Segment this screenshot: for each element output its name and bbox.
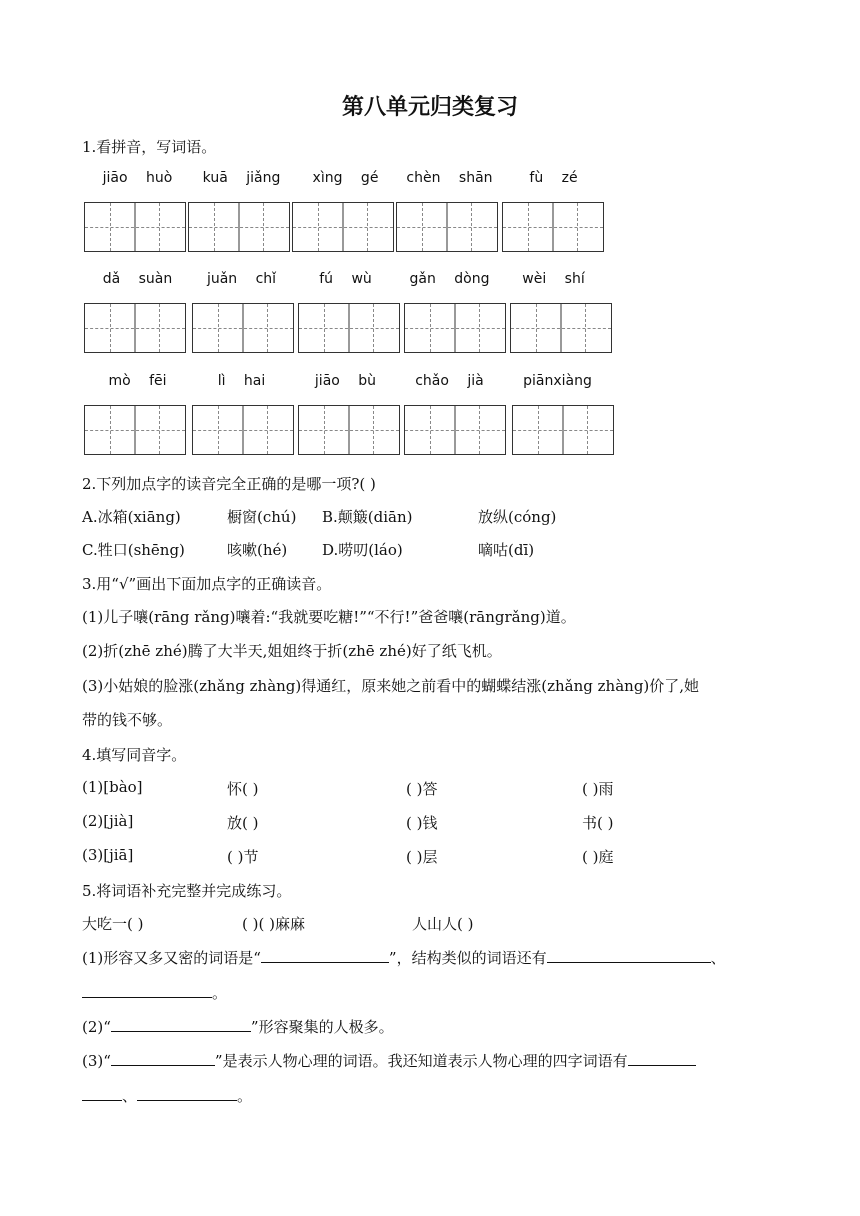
pinyin: piānxiàng [523, 373, 592, 389]
pinyin-label: (1)[bào] [82, 778, 143, 796]
pinyin: fù zé [529, 170, 578, 186]
q5-text: ”是表示人物心理的词语。我还知道表示人物心理的四字词语有 [214, 1052, 628, 1070]
q5-text: 。 [237, 1087, 253, 1105]
q5-text: (2)“ [82, 1018, 111, 1036]
q5-text: 、 [122, 1087, 138, 1105]
option-b-word1: B.颠簸(diān) [322, 508, 413, 526]
pinyin: chǎo jià [415, 373, 484, 389]
writing-box[interactable] [192, 405, 294, 455]
writing-box[interactable] [512, 405, 614, 455]
writing-box[interactable] [188, 202, 290, 252]
q5-text: (1)形容又多又密的词语是“ [82, 949, 261, 967]
pinyin: kuā jiǎng [202, 170, 281, 186]
q3-item-3: (3)小姑娘的脸涨(zhǎng zhàng)得通红，原来她之前看中的蝴蝶结涨(zhǎng zhàng)价了,她 [82, 677, 700, 695]
pinyin: lì hai [217, 373, 266, 389]
answer-line[interactable] [111, 1017, 251, 1032]
q5-text: ”形容聚集的人极多。 [250, 1018, 394, 1036]
option-b-word2: 放纵(cóng) [478, 508, 557, 526]
answer-line[interactable] [82, 983, 212, 998]
q5-text: (3)“ [82, 1052, 111, 1070]
writing-box[interactable] [84, 303, 186, 353]
q5-text: 、 [710, 949, 726, 967]
option-d-word2: 嘀咕(dī) [478, 541, 535, 559]
fill-blank[interactable]: ( )节 [227, 848, 259, 866]
q1-heading: 1.看拼音，写词语。 [82, 138, 217, 156]
fill-blank[interactable]: 怀( ) [227, 780, 259, 798]
answer-line[interactable] [547, 948, 711, 963]
option-d-word1: D.唠叨(láo) [322, 541, 403, 559]
writing-box[interactable] [510, 303, 612, 353]
fill-blank[interactable]: 书( ) [582, 814, 614, 832]
writing-box[interactable] [192, 303, 294, 353]
writing-box[interactable] [298, 303, 400, 353]
option-a-word2: 橱窗(chú) [227, 508, 297, 526]
pinyin: xìng gé [312, 170, 379, 186]
answer-line[interactable] [261, 948, 389, 963]
writing-box[interactable] [404, 303, 506, 353]
fill-blank[interactable]: ( )庭 [582, 848, 614, 866]
fill-blank[interactable]: ( )层 [406, 848, 438, 866]
idiom-blank[interactable]: ( )( )麻麻 [242, 915, 305, 933]
answer-line[interactable] [628, 1051, 696, 1066]
pinyin: jiāo huò [102, 170, 173, 186]
idiom-blank[interactable]: 人山人( ) [412, 915, 474, 933]
writing-box[interactable] [84, 202, 186, 252]
q5-item-3-cont [82, 1085, 252, 1106]
q5-item-1 [82, 947, 726, 968]
pinyin: mò fēi [108, 373, 167, 389]
pinyin: jiāo bù [314, 373, 377, 389]
pinyin: juǎn chǐ [206, 271, 277, 287]
writing-box[interactable] [502, 202, 604, 252]
q3-item-1: (1)儿子嚷(rāng rǎng)嚷着:“我就要吃糖!”“不行!”爸爸嚷(rāngrǎng)道。 [82, 608, 576, 626]
q5-text: ”，结构类似的词语还有 [388, 949, 547, 967]
q3-heading: 3.用“√”画出下面加点字的正确读音。 [82, 575, 332, 593]
q5-heading: 5.将词语补充完整并完成练习。 [82, 882, 292, 900]
writing-box[interactable] [292, 202, 394, 252]
writing-box[interactable] [404, 405, 506, 455]
fill-blank[interactable]: ( )答 [406, 780, 438, 798]
option-c-word2: 咳嗽(hé) [227, 541, 288, 559]
pinyin: wèi shí [522, 271, 585, 287]
writing-box[interactable] [396, 202, 498, 252]
answer-line[interactable] [82, 1086, 122, 1101]
fill-blank[interactable]: ( )钱 [406, 814, 438, 832]
writing-box[interactable] [84, 405, 186, 455]
idiom-blank[interactable]: 大吃一( ) [82, 915, 144, 933]
pinyin-label: (3)[jiā] [82, 846, 134, 864]
pinyin: fú wù [319, 271, 372, 287]
answer-line[interactable] [111, 1051, 215, 1066]
q5-item-2 [82, 1016, 394, 1037]
q5-item-3 [82, 1050, 696, 1071]
pinyin-label: (2)[jià] [82, 812, 134, 830]
pinyin: gǎn dòng [409, 271, 490, 287]
pinyin: dǎ suàn [102, 271, 173, 287]
q3-item-3-cont: 带的钱不够。 [82, 711, 173, 729]
fill-blank[interactable]: ( )雨 [582, 780, 614, 798]
q5-text: 。 [212, 984, 228, 1002]
q5-item-1-cont [82, 982, 227, 1003]
fill-blank[interactable]: 放( ) [227, 814, 259, 832]
writing-box[interactable] [298, 405, 400, 455]
q4-heading: 4.填写同音字。 [82, 746, 187, 764]
answer-line[interactable] [137, 1086, 237, 1101]
page-title: 第八单元归类复习 [341, 95, 518, 120]
q3-item-2: (2)折(zhē zhé)腾了大半天,姐姐终于折(zhē zhé)好了纸飞机。 [82, 642, 502, 660]
option-c-word1: C.牲口(shēng) [82, 541, 185, 559]
option-a-word1: A.冰箱(xiāng) [82, 508, 181, 526]
q2-heading: 2.下列加点字的读音完全正确的是哪一项?( ) [82, 475, 376, 493]
pinyin: chèn shān [406, 170, 493, 186]
